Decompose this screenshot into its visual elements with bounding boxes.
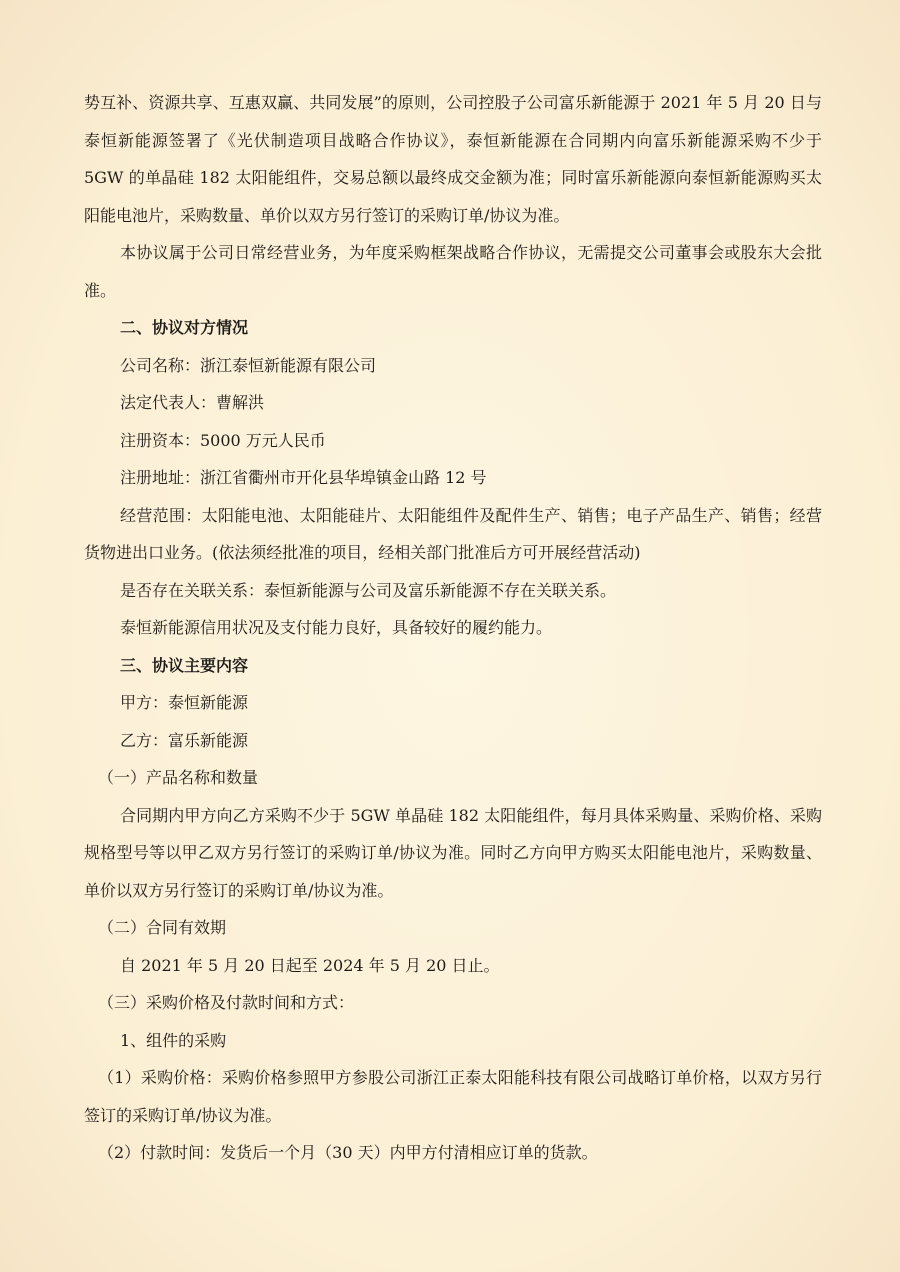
item3-title: （三）采购价格及付款时间和方式：	[98, 993, 355, 1012]
document-body	[84, 84, 822, 1172]
company-name: 公司名称：浙江泰恒新能源有限公司	[120, 355, 377, 375]
item3-price: （1）采购价格：采购价格参照甲方参股公司浙江正泰太阳能科技有限公司战略订单价格，以双方另行签订的采购订单/协议为准。	[84, 1068, 822, 1125]
item3-subheading: 1、组件的采购	[120, 1030, 227, 1050]
party-b: 乙方：富乐新能源	[120, 730, 249, 750]
section-heading-counterparty: 二、协议对方情况	[120, 318, 249, 337]
related-party-status: 是否存在关联关系：泰恒新能源与公司及富乐新能源不存在关联关系。	[120, 580, 617, 600]
item1-title: （一）产品名称和数量	[98, 768, 259, 787]
item2-body: 自 2021 年 5 月 20 日起至 2024 年 5 月 20 日止。	[120, 955, 500, 975]
paragraph-agreement-intro: 势互补、资源共享、互惠双赢、共同发展”的原则，公司控股子公司富乐新能源于 2021 年 5 月 20 日与泰恒新能源签署了《光伏制造项目战略合作协议》，泰恒新能源在合同期内向富乐新能源采购不少于 5GW 的单晶硅 182 太阳能组件，交易总额以最终成交金额为准；同时富乐新能源向泰恒新能源购买太阳能电池片，采购数量、单价以双方另行签订的采购订单/协议为准。	[84, 93, 822, 225]
business-scope: 经营范围：太阳能电池、太阳能硅片、太阳能组件及配件生产、销售；电子产品生产、销售；经营货物进出口业务。(依法须经批准的项目，经相关部门批准后方可开展经营活动)	[84, 505, 822, 562]
credit-status: 泰恒新能源信用状况及支付能力良好，具备较好的履约能力。	[120, 618, 553, 637]
item1-body: 合同期内甲方向乙方采购不少于 5GW 单晶硅 182 太阳能组件，每月具体采购量、采购价格、采购规格型号等以甲乙双方另行签订的采购订单/协议为准。同时乙方向甲方购买太阳能电池片，采购数量、单价以双方另行签订的采购订单/协议为准。	[84, 805, 822, 900]
registered-address: 注册地址：浙江省衢州市开化县华埠镇金山路 12 号	[120, 468, 487, 487]
section-heading-main-content: 三、协议主要内容	[120, 655, 249, 675]
paragraph-approval-note: 本协议属于公司日常经营业务，为年度采购框架战略合作协议，无需提交公司董事会或股东大会批准。	[84, 243, 822, 300]
legal-representative: 法定代表人：曹解洪	[120, 393, 265, 412]
party-a: 甲方：泰恒新能源	[120, 693, 249, 712]
registered-capital: 注册资本：5000 万元人民币	[120, 430, 326, 450]
item3-payment: （2）付款时间：发货后一个月（30 天）内甲方付清相应订单的货款。	[98, 1143, 598, 1162]
item2-title: （二）合同有效期	[98, 918, 227, 937]
